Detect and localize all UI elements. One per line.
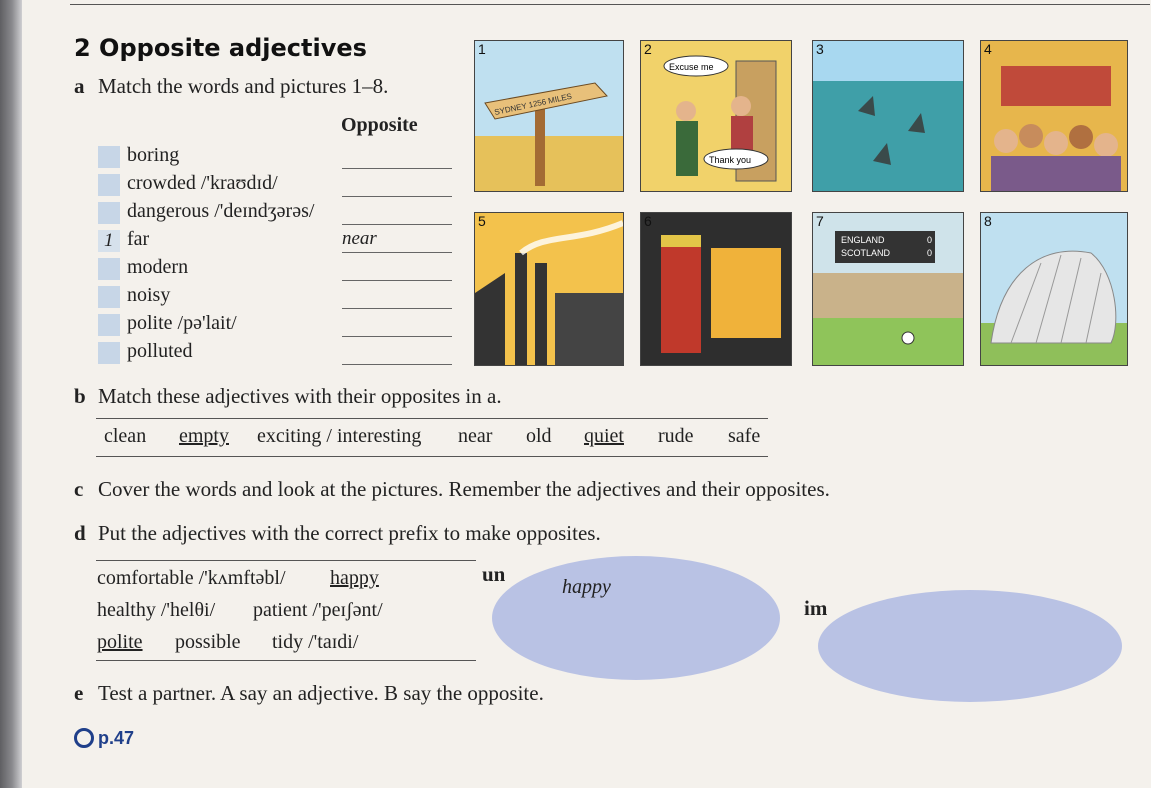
picture-1: SYDNEY 1256 MILES 1 bbox=[474, 40, 624, 192]
exercise-b-instruction: Match these adjectives with their opposites in a. bbox=[98, 384, 502, 408]
word-row bbox=[98, 228, 458, 256]
b-word: safe bbox=[728, 425, 761, 447]
b-word: quiet bbox=[584, 425, 624, 447]
word-row bbox=[98, 172, 458, 200]
answer-box[interactable] bbox=[98, 342, 120, 364]
answer-box[interactable] bbox=[98, 286, 120, 308]
exercise-c-letter: c bbox=[74, 477, 84, 501]
answer-line bbox=[342, 308, 452, 309]
d-word: polite bbox=[97, 631, 143, 653]
picture-8: 8 bbox=[980, 212, 1128, 366]
exercise-a-letter: a bbox=[74, 74, 85, 98]
svg-text:SYDNEY 1256 MILES: SYDNEY 1256 MILES bbox=[493, 91, 573, 117]
exercise-d-letter: d bbox=[74, 521, 86, 545]
svg-text:0: 0 bbox=[927, 235, 933, 245]
answer-line bbox=[342, 336, 452, 337]
b-word: near bbox=[458, 425, 493, 447]
answer-box[interactable] bbox=[98, 202, 120, 224]
word-far: far bbox=[127, 228, 150, 250]
d-top-rule bbox=[96, 560, 476, 561]
circle-icon bbox=[74, 728, 94, 748]
answer-line bbox=[342, 224, 452, 225]
answer-box[interactable] bbox=[98, 258, 120, 280]
b-word: old bbox=[526, 425, 552, 447]
word-polite: polite /pə'lait/ bbox=[127, 312, 237, 334]
d-bottom-rule bbox=[96, 660, 476, 661]
b-word: rude bbox=[658, 425, 694, 447]
picture-3: 3 bbox=[812, 40, 964, 192]
d-word: patient /'peɪʃənt/ bbox=[253, 599, 383, 621]
im-bubble bbox=[818, 590, 1122, 702]
word-row bbox=[98, 340, 458, 368]
exercise-e-letter: e bbox=[74, 681, 84, 705]
word-row bbox=[98, 256, 458, 284]
svg-text:Excuse me: Excuse me bbox=[669, 62, 714, 72]
word-row bbox=[98, 312, 458, 340]
example-answer: happy bbox=[562, 576, 611, 598]
picture-2: Excuse me Thank you 2 bbox=[640, 40, 792, 192]
page-reference[interactable]: p.47 bbox=[98, 728, 135, 748]
picture-4: 4 bbox=[980, 40, 1128, 192]
prefix-un: un bbox=[482, 562, 506, 586]
b-word: empty bbox=[179, 425, 229, 447]
opposite-column-header: Opposite bbox=[341, 114, 418, 136]
svg-text:Thank you: Thank you bbox=[709, 155, 752, 165]
top-rule bbox=[70, 4, 1150, 5]
exercise-b-letter: b bbox=[74, 384, 86, 408]
d-word: possible bbox=[175, 631, 241, 653]
picture-6: 6 bbox=[640, 212, 792, 366]
svg-text:SCOTLAND: SCOTLAND bbox=[841, 248, 891, 258]
d-word: happy bbox=[330, 567, 379, 589]
word-boring: boring bbox=[127, 144, 180, 166]
exercise-c-instruction: Cover the words and look at the pictures. Remember the adjectives and their opposites. bbox=[98, 477, 830, 501]
word-row bbox=[98, 284, 458, 312]
d-word: healthy /'helθi/ bbox=[97, 599, 216, 621]
b-word: clean bbox=[104, 425, 147, 447]
un-bubble bbox=[492, 556, 780, 680]
word-modern: modern bbox=[127, 256, 189, 278]
word-polluted: polluted bbox=[127, 340, 193, 362]
svg-text:0: 0 bbox=[927, 248, 933, 258]
answer-box[interactable] bbox=[98, 146, 120, 168]
answer-line bbox=[342, 364, 452, 365]
d-word: tidy /'taɪdi/ bbox=[272, 631, 359, 653]
word-noisy: noisy bbox=[127, 284, 171, 306]
word-row bbox=[98, 200, 458, 228]
wordbox-top-rule bbox=[96, 418, 768, 419]
word-dangerous: dangerous /'deɪndʒərəs/ bbox=[127, 200, 315, 222]
answer-line bbox=[342, 252, 452, 253]
picture-5: 5 bbox=[474, 212, 624, 366]
word-crowded: crowded /'kraʊdɪd/ bbox=[127, 172, 278, 194]
answer-box[interactable] bbox=[98, 314, 120, 336]
answer-line bbox=[342, 196, 452, 197]
prefix-im: im bbox=[804, 596, 828, 620]
answer-line bbox=[342, 280, 452, 281]
svg-text:ENGLAND: ENGLAND bbox=[841, 235, 885, 245]
section-title: 2 Opposite adjectives bbox=[74, 34, 367, 62]
wordbox-bottom-rule bbox=[96, 456, 768, 457]
answer-box[interactable] bbox=[98, 174, 120, 196]
exercise-e-instruction: Test a partner. A say an adjective. B say the opposite. bbox=[98, 681, 544, 705]
exercise-d-instruction: Put the adjectives with the correct prefix to make opposites. bbox=[98, 521, 601, 545]
word-row bbox=[98, 144, 458, 172]
opposite-answer[interactable]: near bbox=[342, 228, 377, 249]
answer-box[interactable]: 1 bbox=[98, 230, 120, 252]
d-word: comfortable /'kʌmftəbl/ bbox=[97, 567, 286, 589]
answer-line bbox=[342, 168, 452, 169]
exercise-a-instruction: Match the words and pictures 1–8. bbox=[98, 74, 389, 98]
book-spine bbox=[0, 0, 22, 788]
picture-7: ENGLAND 0 SCOTLAND 0 7 bbox=[812, 212, 964, 366]
b-word: exciting / interesting bbox=[257, 425, 422, 447]
